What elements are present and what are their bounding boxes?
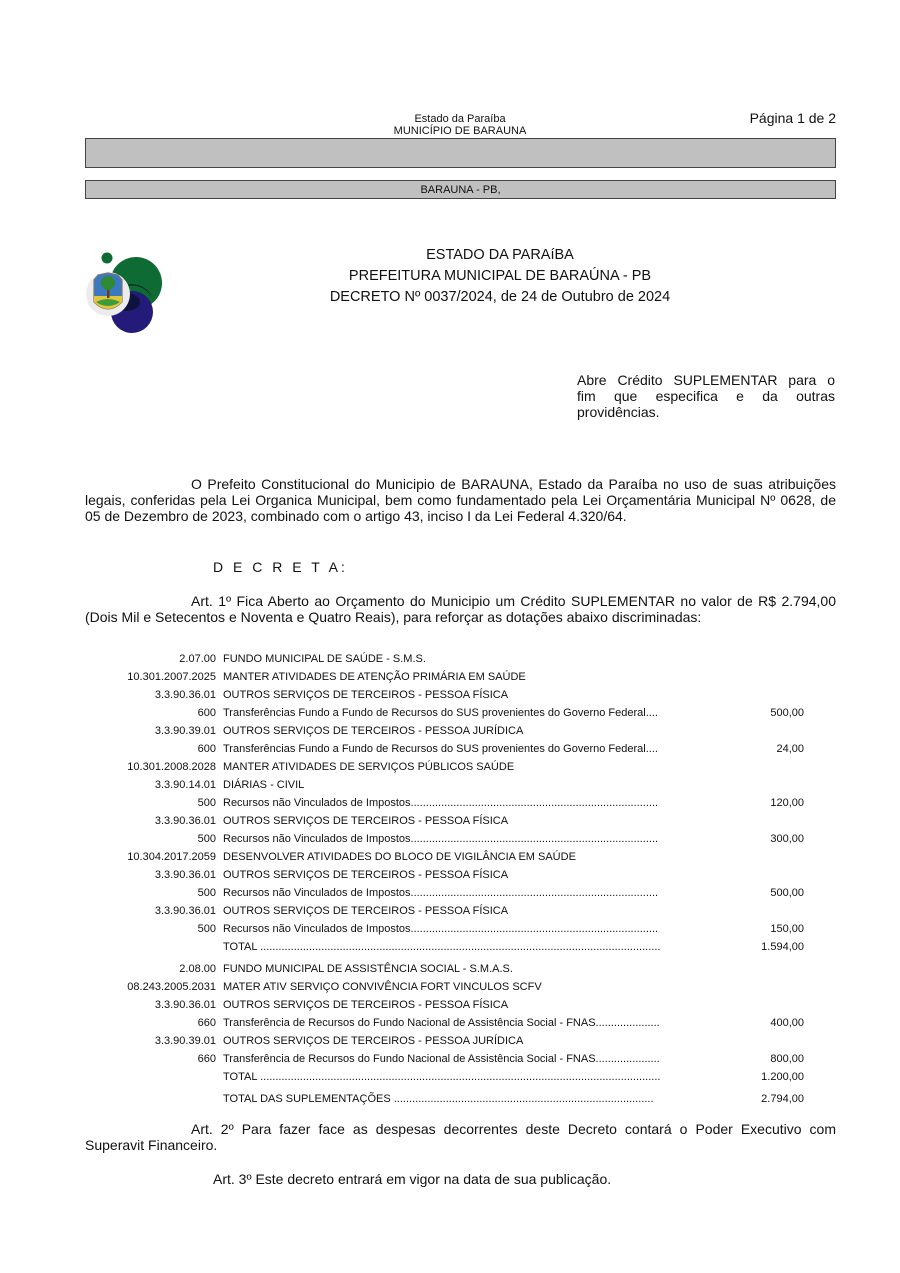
budget-value: 1.594,00 bbox=[761, 941, 804, 953]
decree-summary bbox=[577, 372, 835, 420]
budget-description: OUTROS SERVIÇOS DE TERCEIROS - PESSOA FÍSICA bbox=[223, 905, 509, 917]
budget-value: 800,00 bbox=[770, 1053, 804, 1065]
table-row bbox=[100, 740, 820, 758]
table-row bbox=[100, 996, 820, 1014]
budget-code: 3.3.90.36.01 bbox=[154, 689, 216, 701]
budget-value: 24,00 bbox=[776, 743, 804, 755]
table-row bbox=[100, 978, 820, 996]
budget-code: 3.3.90.39.01 bbox=[154, 725, 216, 737]
budget-value: 2.794,00 bbox=[761, 1093, 804, 1105]
table-row bbox=[100, 812, 820, 830]
table-row bbox=[100, 1014, 820, 1032]
table-row bbox=[100, 650, 820, 668]
budget-table bbox=[100, 650, 820, 1108]
budget-code: 500 bbox=[197, 923, 216, 935]
budget-code: 2.07.00 bbox=[179, 653, 216, 665]
budget-code: 500 bbox=[197, 887, 216, 899]
coat-of-arms-logo-icon bbox=[84, 250, 166, 334]
header-municipality: MUNICÍPIO DE BARAUNA bbox=[393, 125, 527, 137]
article-2: Art. 2º Para fazer face as despesas decorrentes deste Decreto contará o Poder Executivo com Superavit Financeiro. bbox=[85, 1121, 836, 1153]
table-row bbox=[100, 866, 820, 884]
title-prefecture: PREFEITURA MUNICIPAL DE BARAÚNA - PB bbox=[348, 268, 652, 284]
budget-code: 500 bbox=[197, 797, 216, 809]
budget-code: 3.3.90.36.01 bbox=[154, 869, 216, 881]
table-row bbox=[100, 902, 820, 920]
budget-description: DESENVOLVER ATIVIDADES DO BLOCO DE VIGILÂNCIA EM SAÚDE bbox=[223, 851, 576, 863]
table-row bbox=[100, 1090, 820, 1108]
table-row bbox=[100, 1050, 820, 1068]
budget-description: Recursos não Vinculados de Impostos................................................................................. bbox=[223, 797, 659, 809]
article-1: Art. 1º Fica Aberto ao Orçamento do Municipio um Crédito SUPLEMENTAR no valor de R$ 2.794,00 (Dois Mil e Setecentos e Noventa e Quatro Reais), para reforçar as dotações abaixo discriminadas: bbox=[85, 593, 836, 625]
article-3: Art. 3º Este decreto entrará em vigor na data de sua publicação. bbox=[213, 1171, 612, 1187]
table-row bbox=[100, 920, 820, 938]
budget-code: 3.3.90.36.01 bbox=[154, 999, 216, 1011]
page-number: Página 1 de 2 bbox=[749, 110, 836, 126]
table-row bbox=[100, 960, 820, 978]
budget-description: MANTER ATIVIDADES DE SERVIÇOS PÚBLICOS SAÚDE bbox=[223, 761, 515, 773]
budget-description: Transferências Fundo a Fundo de Recursos do SUS provenientes do Governo Federal.... bbox=[223, 707, 658, 719]
budget-description: Transferência de Recursos do Fundo Nacional de Assistência Social - FNAS..................... bbox=[223, 1053, 660, 1065]
budget-code: 600 bbox=[197, 743, 216, 755]
city-bar: BARAUNA - PB, bbox=[85, 180, 836, 199]
budget-description: Transferência de Recursos do Fundo Nacional de Assistência Social - FNAS..................... bbox=[223, 1017, 660, 1029]
budget-code: 600 bbox=[197, 707, 216, 719]
table-row bbox=[100, 848, 820, 866]
budget-description: DIÁRIAS - CIVIL bbox=[223, 779, 305, 791]
table-row bbox=[100, 884, 820, 902]
budget-description: OUTROS SERVIÇOS DE TERCEIROS - PESSOA FÍSICA bbox=[223, 869, 509, 881]
budget-code: 500 bbox=[197, 833, 216, 845]
budget-description: MATER ATIV SERVIÇO CONVIVÊNCIA FORT VINCULOS SCFV bbox=[223, 981, 542, 993]
budget-code: 3.3.90.14.01 bbox=[154, 779, 216, 791]
budget-value: 120,00 bbox=[770, 797, 804, 809]
budget-description: FUNDO MUNICIPAL DE SAÚDE - S.M.S. bbox=[223, 653, 426, 665]
header-state-name: Estado da Paraíba bbox=[414, 113, 506, 125]
budget-description: TOTAL ................................................................................................................................... bbox=[223, 1071, 661, 1083]
header-gray-bar bbox=[85, 138, 836, 168]
table-row bbox=[100, 794, 820, 812]
table-row bbox=[100, 704, 820, 722]
budget-description: OUTROS SERVIÇOS DE TERCEIROS - PESSOA JURÍDICA bbox=[223, 1035, 524, 1047]
budget-code: 3.3.90.39.01 bbox=[154, 1035, 216, 1047]
table-row bbox=[100, 1032, 820, 1050]
budget-description: Recursos não Vinculados de Impostos................................................................................. bbox=[223, 887, 659, 899]
budget-description: OUTROS SERVIÇOS DE TERCEIROS - PESSOA FÍSICA bbox=[223, 999, 509, 1011]
title-state: ESTADO DA PARAíBA bbox=[426, 247, 574, 263]
summary-line-3: providências. bbox=[577, 404, 660, 420]
budget-description: FUNDO MUNICIPAL DE ASSISTÊNCIA SOCIAL - S.M.A.S. bbox=[223, 963, 513, 975]
summary-line-2: fim que especifica e da outras bbox=[577, 388, 835, 404]
budget-description: OUTROS SERVIÇOS DE TERCEIROS - PESSOA JURÍDICA bbox=[223, 725, 524, 737]
preamble-paragraph: O Prefeito Constitucional do Municipio de BARAUNA, Estado da Paraíba no uso de suas atribuições legais, conferidas pela Lei Organica Municipal, bem como fundamentado pela Lei Orçamentária Municipal Nº 0628, de 05 de Dezembro de 2023, combinado com o artigo 43, inciso I da Lei Federal 4.320/64. bbox=[85, 476, 836, 524]
budget-code: 2.08.00 bbox=[179, 963, 216, 975]
budget-value: 400,00 bbox=[770, 1017, 804, 1029]
budget-code: 10.301.2007.2025 bbox=[127, 671, 216, 683]
budget-description: Recursos não Vinculados de Impostos................................................................................. bbox=[223, 923, 659, 935]
budget-code: 660 bbox=[197, 1017, 216, 1029]
budget-code: 10.304.2017.2059 bbox=[127, 851, 216, 863]
decreta-heading: D E C R E T A: bbox=[213, 559, 348, 575]
budget-value: 1.200,00 bbox=[761, 1071, 804, 1083]
budget-description: OUTROS SERVIÇOS DE TERCEIROS - PESSOA FÍSICA bbox=[223, 815, 509, 827]
budget-description: TOTAL DAS SUPLEMENTAÇÕES ..................................................................................... bbox=[223, 1093, 654, 1105]
table-row bbox=[100, 758, 820, 776]
budget-code: 3.3.90.36.01 bbox=[154, 815, 216, 827]
table-row bbox=[100, 830, 820, 848]
budget-value: 300,00 bbox=[770, 833, 804, 845]
title-decree: DECRETO Nº 0037/2024, de 24 de Outubro de 2024 bbox=[329, 289, 671, 305]
budget-description: TOTAL ................................................................................................................................... bbox=[223, 941, 661, 953]
budget-description: OUTROS SERVIÇOS DE TERCEIROS - PESSOA FÍSICA bbox=[223, 689, 509, 701]
table-row bbox=[100, 722, 820, 740]
summary-line-1: Abre Crédito SUPLEMENTAR para o bbox=[577, 372, 835, 388]
budget-code: 08.243.2005.2031 bbox=[127, 981, 216, 993]
budget-code: 3.3.90.36.01 bbox=[154, 905, 216, 917]
budget-description: MANTER ATIVIDADES DE ATENÇÃO PRIMÁRIA EM SAÚDE bbox=[223, 671, 526, 683]
document-title bbox=[250, 245, 750, 308]
budget-code: 660 bbox=[197, 1053, 216, 1065]
table-row bbox=[100, 1068, 820, 1086]
budget-code: 10.301.2008.2028 bbox=[127, 761, 216, 773]
budget-description: Transferências Fundo a Fundo de Recursos do SUS provenientes do Governo Federal.... bbox=[223, 743, 658, 755]
table-row bbox=[100, 668, 820, 686]
table-row bbox=[100, 776, 820, 794]
budget-value: 150,00 bbox=[770, 923, 804, 935]
header-state bbox=[360, 113, 560, 137]
budget-value: 500,00 bbox=[770, 707, 804, 719]
budget-description: Recursos não Vinculados de Impostos................................................................................. bbox=[223, 833, 659, 845]
table-row bbox=[100, 686, 820, 704]
table-row bbox=[100, 938, 820, 956]
budget-value: 500,00 bbox=[770, 887, 804, 899]
